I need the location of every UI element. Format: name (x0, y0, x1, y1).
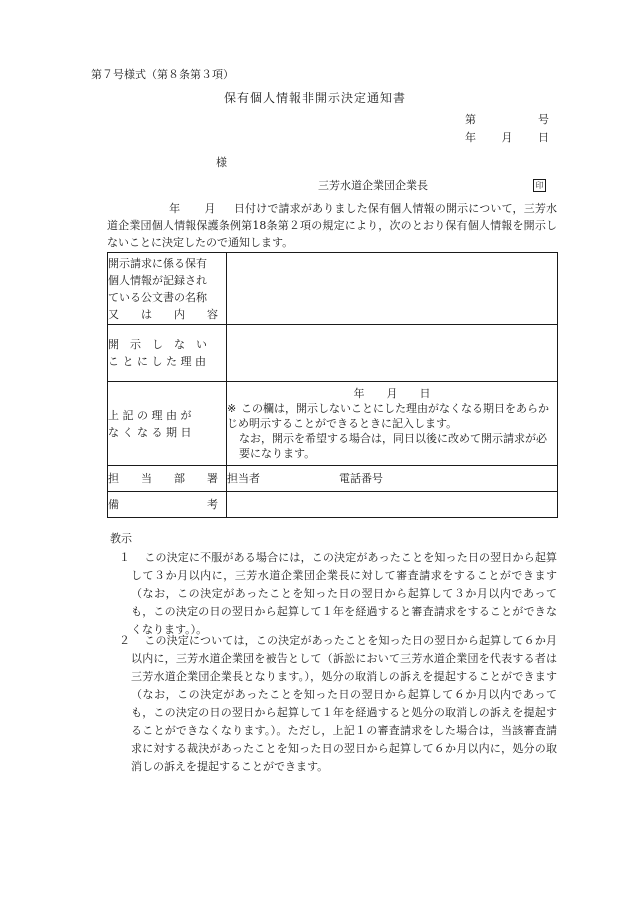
table-row (108, 492, 558, 518)
row-label-document (108, 253, 227, 325)
date-day: 日 (538, 131, 549, 144)
instruction-text: この決定に不服がある場合には，この決定があったことを知った日の翌日から起算して３か月以内に，三芳水道企業団企業長に対して審査請求をすることができます（なお，この決定があったことを知った日の翌日から起算して３か月以内であっても，この決定の日の翌日から起算して１年を経過すると審査請求をすることができなくなります。）。 (131, 551, 558, 636)
notice-body (107, 200, 557, 251)
body-text: 日付けで請求がありました保有個人情報の開示について，三芳水道企業団個人情報保護条例第18条第２項の規定により，次のとおり保有個人情報を開示しないことに決定したので通知します。 (107, 202, 558, 249)
instruction-number: １ (119, 551, 130, 564)
date-month: 月 (501, 131, 513, 144)
form-number: 第７号様式（第８条第３項） (91, 68, 234, 81)
instruction-text: この決定については，この決定があったことを知った日の翌日から起算して６か月以内に，三芳水道企業団を被告として（訴訟において三芳水道企業団を代表する者は三芳水道企業団企業長となります。），処分の取消しの訴えを提起することができます（なお，この決定があったことを知った日の翌日から起算して６か月以内であっても，この決定の日の翌日から起算して１年を経過すると処分の取消しの訴えを提起することができなくなります。）。ただし，上記１の審査請求をした場合は，当該審査請求に対する裁決があったことを知った日の翌日から起算して６か月以内に，処分の取消しの訴えを提起することができます。 (131, 634, 558, 773)
note-mark: ※ (227, 402, 237, 415)
instruction-item-2 (119, 632, 558, 776)
note-text-1: この欄は，開示しないことにした理由がなくなる期日をあらかじめ明示することができるときに記入します。 (227, 402, 549, 430)
label-line: 開 示 し な い (108, 338, 207, 351)
label-line: 開示請求に係る保有 (108, 256, 207, 270)
row-label-remarks (108, 492, 227, 518)
label-line: 上 記 の 理 由 が (108, 408, 192, 422)
row-label-reason (108, 325, 227, 382)
table-row (108, 253, 558, 325)
contact-person-label: 担当者 (227, 471, 260, 485)
table-row (108, 466, 558, 492)
label-line: 備 考 (108, 498, 218, 511)
document-number (465, 113, 549, 126)
label-line: 担 当 部 署 (108, 472, 218, 485)
department-field[interactable] (227, 466, 558, 492)
expiry-note (227, 401, 557, 431)
document-title: 保有個人情報非開示決定通知書 (223, 91, 406, 105)
remarks-field[interactable] (227, 492, 558, 518)
label-line: 又 は 内 容 (108, 307, 218, 321)
row-label-department (108, 466, 227, 492)
number-suffix: 号 (538, 113, 549, 126)
document-name-field[interactable] (227, 253, 558, 325)
instruction-item-1 (119, 549, 558, 639)
expiry-field[interactable] (227, 382, 558, 466)
table-row (108, 382, 558, 466)
reason-field[interactable] (227, 325, 558, 382)
label-line: ている公文書の名称 (108, 290, 207, 304)
table-row (108, 325, 558, 382)
document-date (465, 131, 549, 144)
label-line: な く な る 期 日 (108, 425, 192, 439)
phone-number-label: 電話番号 (339, 471, 383, 485)
body-month: 月 (204, 202, 216, 215)
number-prefix: 第 (465, 113, 476, 126)
date-year: 年 (465, 131, 476, 144)
seal-stamp: 印 (533, 179, 546, 192)
addressee-honorific: 様 (216, 156, 227, 169)
decision-table (107, 252, 558, 518)
expiry-date: 年 月 日 (353, 387, 431, 400)
issuer-name: 三芳水道企業団企業長 (318, 179, 428, 192)
label-line: 個人情報が記録され (108, 273, 207, 287)
label-line: こ と に し た 理 由 (108, 355, 206, 368)
row-label-expiry (108, 382, 227, 466)
body-year: 年 (169, 202, 181, 215)
expiry-note-2: なお，開示を希望する場合は，同日以後に改めて開示請求が必要になります。 (239, 432, 547, 460)
instruction-number: ２ (119, 634, 130, 647)
instruction-heading: 教示 (110, 532, 132, 545)
